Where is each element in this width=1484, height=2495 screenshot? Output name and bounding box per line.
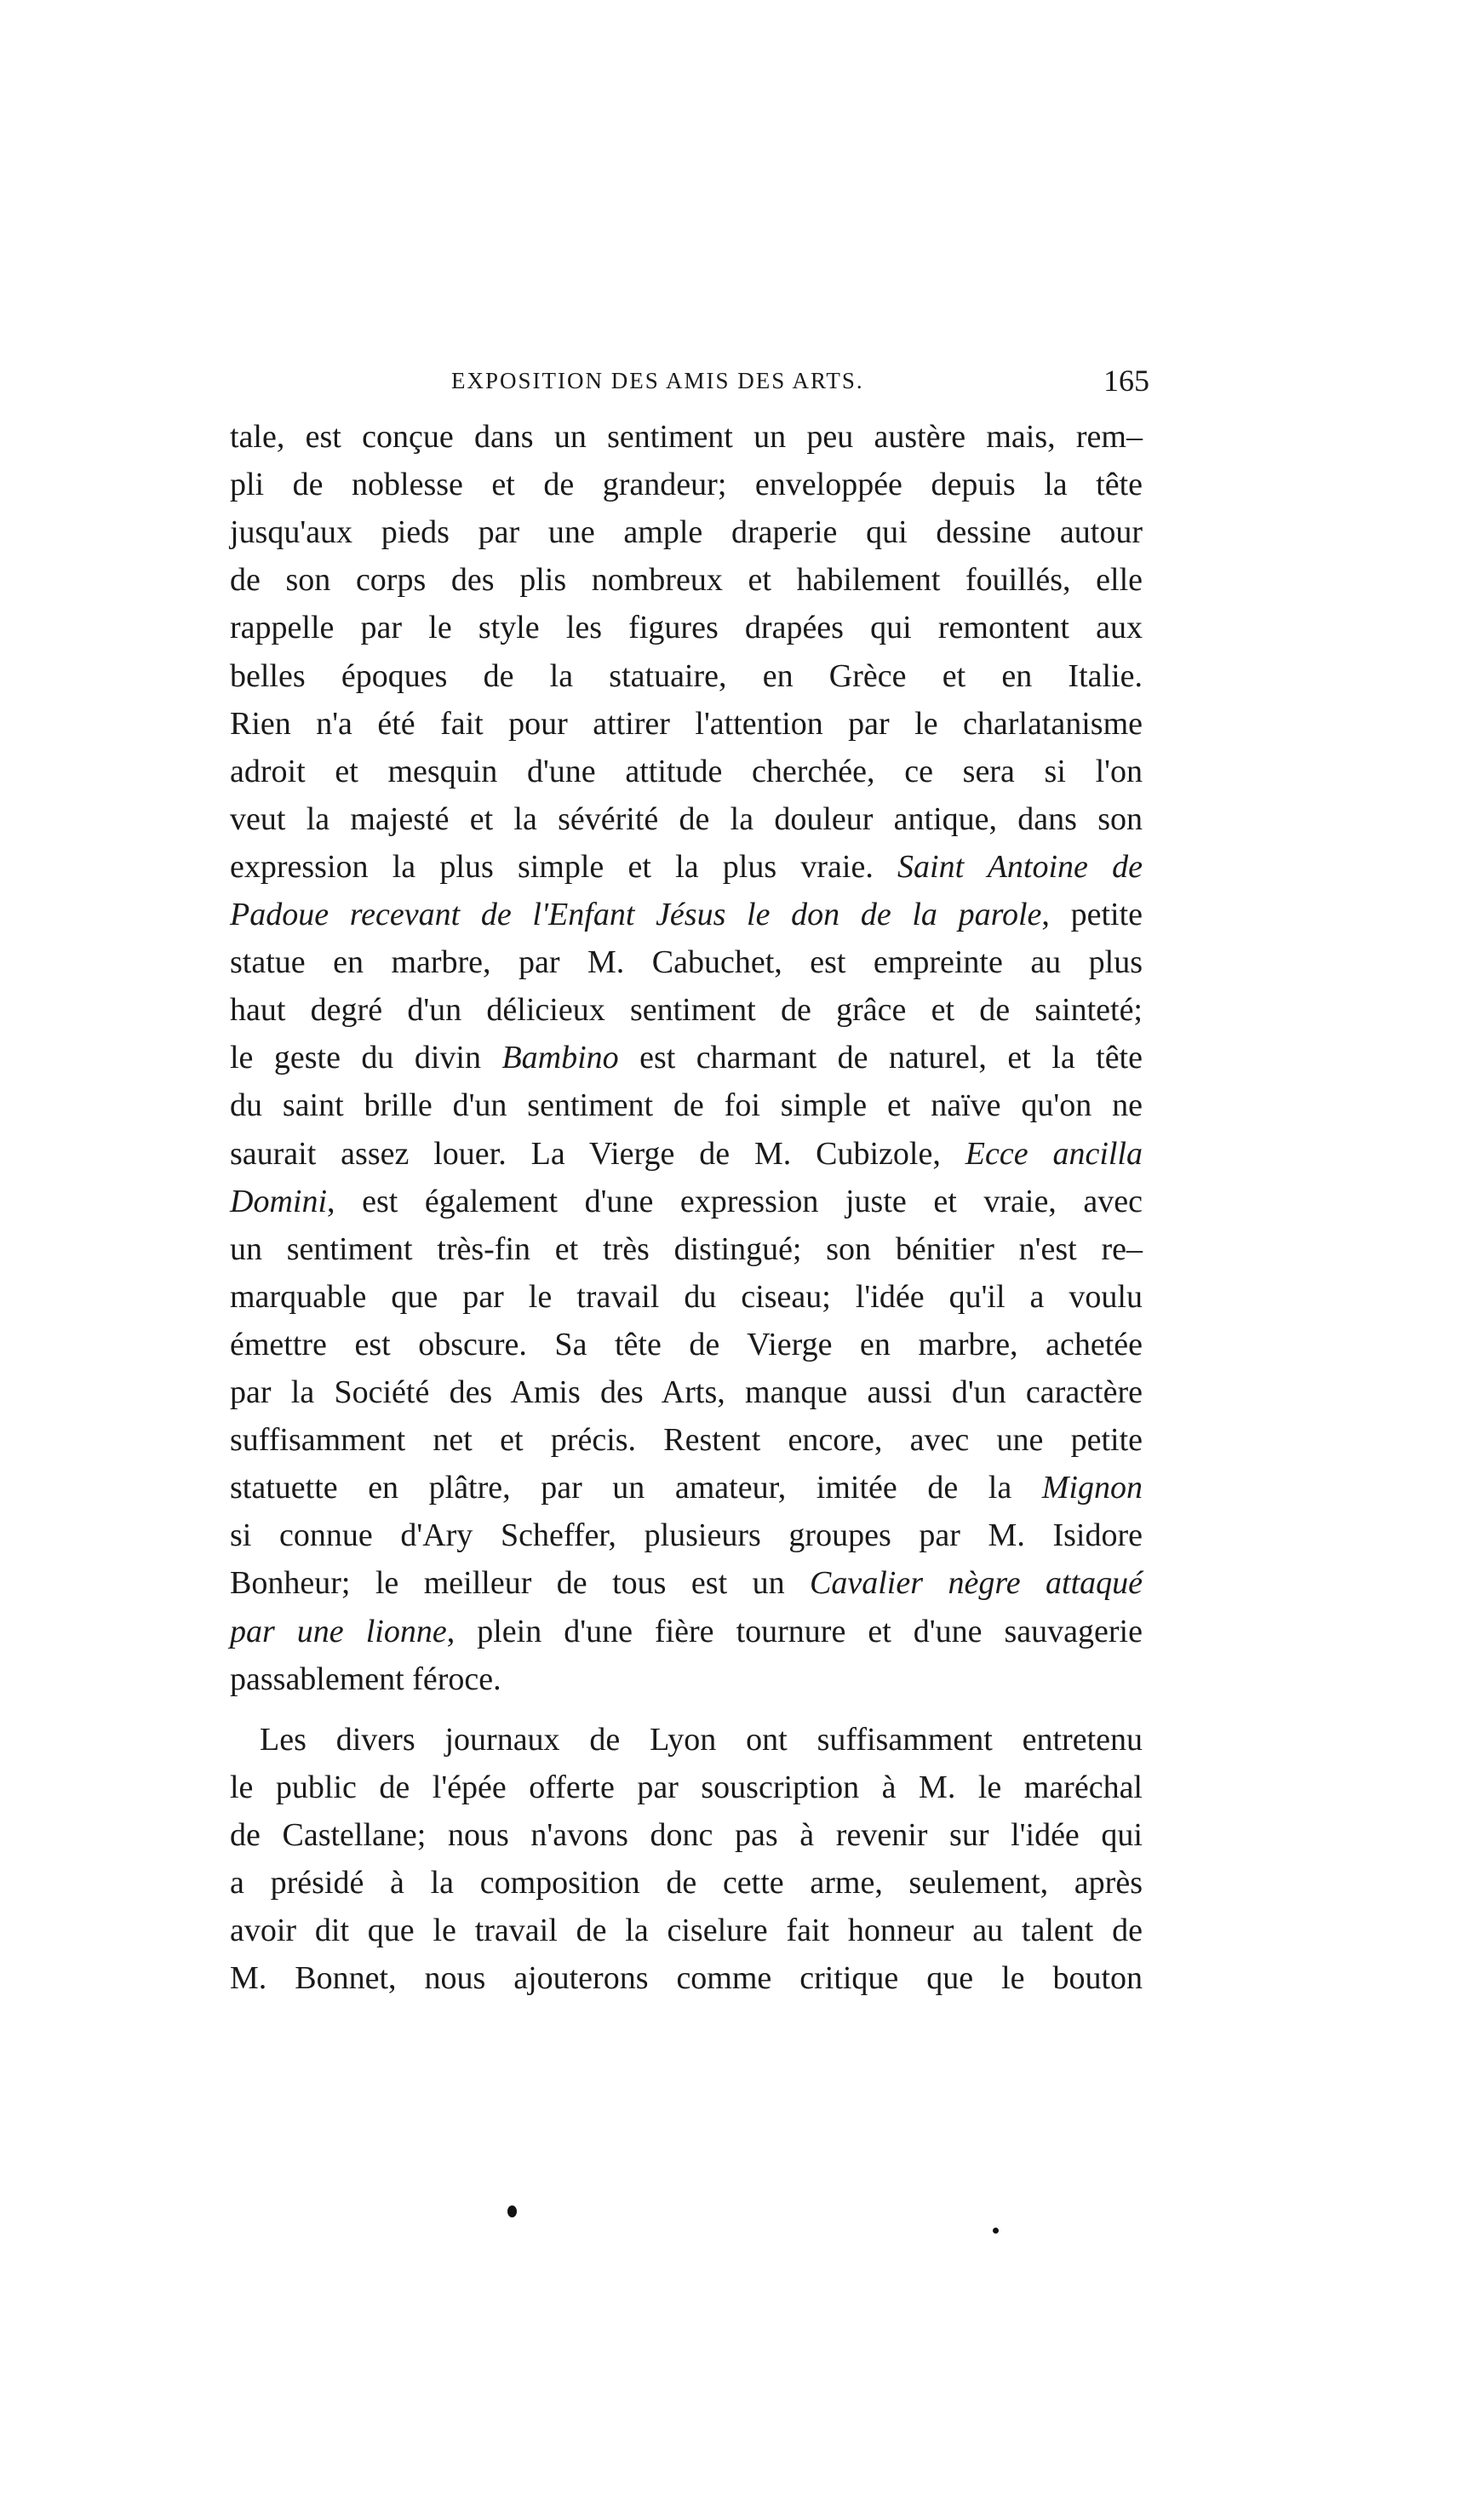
- text-line: Bonheur; le meilleur de tous est un Cavalier nègre attaqué: [230, 1565, 1143, 1602]
- ink-speck: [507, 2205, 517, 2217]
- text-line: a présidé à la composition de cette arme, seulement, après: [230, 1865, 1143, 1901]
- italic-phrase: Mignon: [1041, 1470, 1143, 1506]
- text-line: Padoue recevant de l'Enfant Jésus le don de la parole, petite: [230, 897, 1143, 932]
- text-line: suffisamment net et précis. Restent encore, avec une petite: [230, 1422, 1143, 1459]
- italic-phrase: Padoue recevant de l'Enfant Jésus le don de la parole: [230, 897, 1042, 932]
- text-line: un sentiment très-fin et très distingué; son bénitier n'est re–: [230, 1230, 1143, 1267]
- italic-phrase: Bambino: [501, 1040, 619, 1076]
- text-line: veut la majesté et la sévérité de la douleur antique, dans son: [230, 800, 1143, 837]
- text-line: expression la plus simple et la plus vraie. Saint Antoine de: [230, 848, 1143, 885]
- italic-phrase: Cavalier nègre attaqué: [810, 1565, 1143, 1602]
- text-line: du saint brille d'un sentiment de foi simple et naïve qu'on ne: [230, 1087, 1143, 1124]
- text-line: de son corps des plis nombreux et habilement fouillés, elle: [230, 562, 1143, 599]
- text-line: le public de l'épée offerte par souscription à M. le maréchal: [230, 1769, 1143, 1805]
- text-line: Domini, est également d'une expression juste et vraie, avec: [230, 1183, 1143, 1219]
- ink-speck: [993, 2228, 999, 2234]
- text-line: marquable que par le travail du ciseau; l'idée qu'il a voulu: [230, 1278, 1143, 1315]
- text-line: haut degré d'un délicieux sentiment de grâce et de sainteté;: [230, 992, 1143, 1029]
- italic-phrase: Domini: [230, 1183, 327, 1219]
- text-line: belles époques de la statuaire, en Grèce et en Italie.: [230, 657, 1143, 694]
- text-line: émettre est obscure. Sa tête de Vierge en marbre, achetée: [230, 1326, 1143, 1362]
- text-line: statue en marbre, par M. Cabuchet, est empreinte au plus: [230, 944, 1143, 981]
- running-head: [451, 364, 1149, 402]
- text-line: tale, est conçue dans un sentiment un peu austère mais, rem–: [230, 419, 1143, 455]
- page-number: 165: [1103, 364, 1149, 398]
- italic-phrase: Ecce ancilla: [965, 1135, 1143, 1172]
- text-line: par une lionne, plein d'une fière tournure et d'une sauvagerie: [230, 1613, 1143, 1649]
- text-line: avoir dit que le travail de la ciselure fait honneur au talent de: [230, 1913, 1143, 1948]
- text-line: M. Bonnet, nous ajouterons comme critique que le bouton: [230, 1960, 1143, 1996]
- text-line: adroit et mesquin d'une attitude cherchée, ce sera si l'on: [230, 753, 1143, 789]
- text-line: Rien n'a été fait pour attirer l'attention par le charlatanisme: [230, 705, 1143, 742]
- text-line: saurait assez louer. La Vierge de M. Cubizole, Ecce ancilla: [230, 1135, 1143, 1172]
- text-line: par la Société des Amis des Arts, manque aussi d'un caractère: [230, 1374, 1143, 1410]
- text-line: de Castellane; nous n'avons donc pas à revenir sur l'idée qui: [230, 1817, 1143, 1853]
- italic-phrase: par une lionne: [230, 1613, 447, 1649]
- italic-phrase: Saint Antoine de: [897, 848, 1143, 885]
- text-line: statuette en plâtre, par un amateur, imitée de la Mignon: [230, 1470, 1143, 1506]
- text-line: passablement féroce.: [230, 1660, 501, 1697]
- text-line: Les divers journaux de Lyon ont suffisamment entretenu: [260, 1722, 1143, 1758]
- text-line: le geste du divin Bambino est charmant de naturel, et la tête: [230, 1040, 1143, 1076]
- text-line: pli de noblesse et de grandeur; enveloppée depuis la tête: [230, 467, 1143, 503]
- text-line: rappelle par le style les figures drapées qui remontent aux: [230, 610, 1143, 646]
- running-title: EXPOSITION DES AMIS DES ARTS.: [451, 368, 864, 393]
- text-line: si connue d'Ary Scheffer, plusieurs groupes par M. Isidore: [230, 1517, 1143, 1554]
- text-line: jusqu'aux pieds par une ample draperie qui dessine autour: [230, 514, 1143, 551]
